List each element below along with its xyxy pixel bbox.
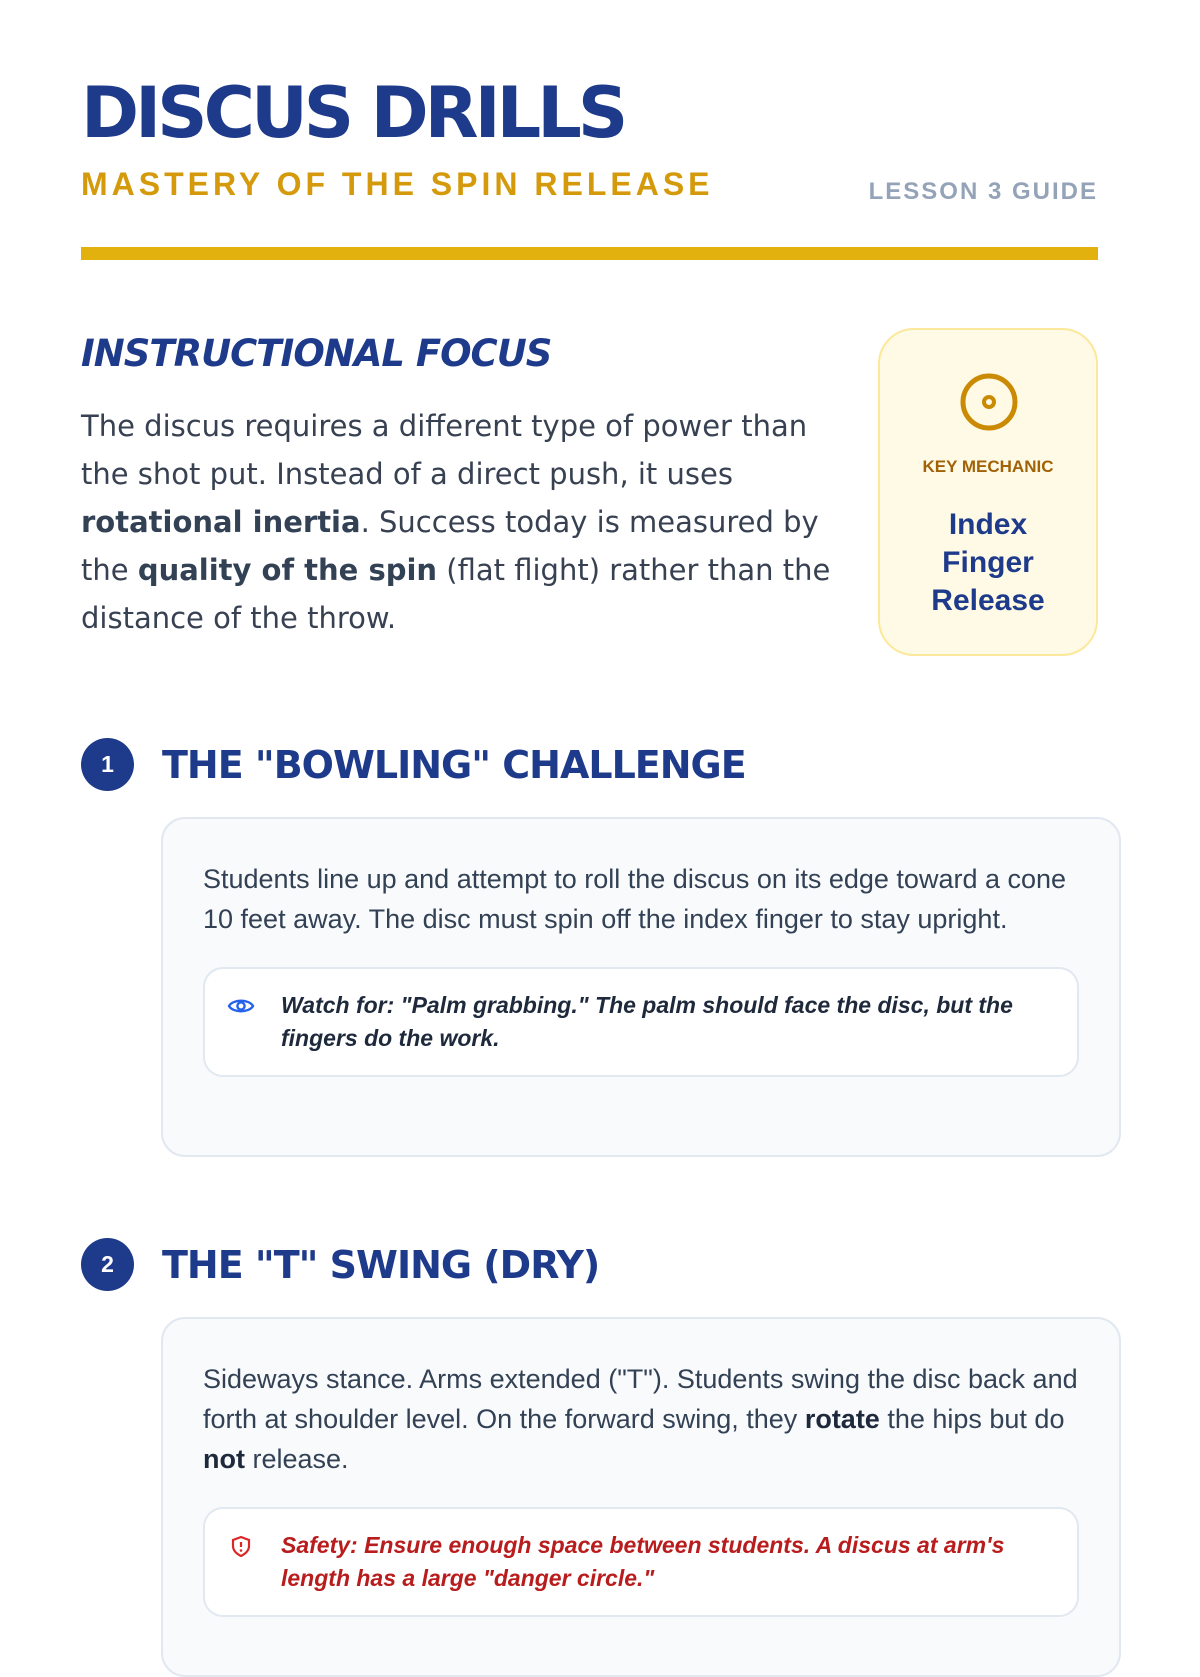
lesson-label: LESSON 3 GUIDE: [868, 178, 1098, 205]
key-mechanic-label: KEY MECHANIC: [922, 457, 1054, 476]
page-title: DISCUS DRILLS: [81, 72, 625, 154]
drill-1-card: [161, 817, 1121, 1157]
drill-2-bold-not: not: [203, 1444, 245, 1474]
drill-2-note-text: Safety: Ensure enough space between students. A discus at arm's length has a large "danger circle.": [281, 1532, 1005, 1591]
target-icon: [959, 372, 1019, 432]
intro-text-part: . Success today is measured by the: [81, 505, 819, 587]
intro-bold-quality: quality of the spin: [137, 553, 438, 587]
intro-text-part: The discus requires a different type of power than the shot put. Instead of a direct push, it uses: [81, 409, 808, 491]
drill-number-badge: 2: [81, 1238, 134, 1291]
page-subtitle: MASTERY OF THE SPIN RELEASE: [81, 166, 714, 202]
drill-2-title: THE "T" SWING (DRY): [162, 1242, 600, 1287]
drill-1-note-text: Watch for: "Palm grabbing." The palm should face the disc, but the fingers do the work.: [281, 992, 1013, 1051]
drill-2-desc-part: the hips but do: [879, 1404, 1065, 1434]
drill-2-desc-part: release.: [244, 1444, 349, 1474]
header-divider: [81, 247, 1098, 260]
drill-2-header: [81, 1238, 599, 1291]
drill-2-safety-note: [203, 1507, 1079, 1617]
intro-section: [81, 262, 1098, 696]
shield-icon: [227, 1535, 255, 1557]
intro-text: [81, 402, 851, 642]
drill-2-bold-rotate: rotate: [804, 1404, 880, 1434]
drill-2-card: [161, 1317, 1121, 1677]
drill-2-desc-part: Sideways stance. Arms extended ("T"). Students swing the disc back and forth at shoulder level. On the forward swing, they: [203, 1364, 1078, 1434]
drill-1-watch-note: [203, 967, 1079, 1077]
drill-1-header: [81, 738, 746, 791]
key-mechanic-value: Index Finger Release: [931, 508, 1045, 617]
drill-number-badge: 1: [81, 738, 134, 791]
drill-2-description: [203, 1359, 1079, 1479]
intro-text-part: (flat flight) rather than the distance of the throw.: [81, 553, 831, 635]
drill-1-title: THE "BOWLING" CHALLENGE: [162, 742, 746, 787]
header: [81, 0, 1098, 262]
drill-1-description: Students line up and attempt to roll the discus on its edge toward a cone 10 feet away. The disc must spin off the index finger to stay upright.: [203, 864, 1067, 934]
key-mechanic-card: [878, 328, 1098, 656]
eye-icon: [227, 995, 255, 1017]
intro-bold-rotational: rotational inertia: [81, 505, 361, 539]
intro-heading: INSTRUCTIONAL FOCUS: [81, 332, 552, 375]
